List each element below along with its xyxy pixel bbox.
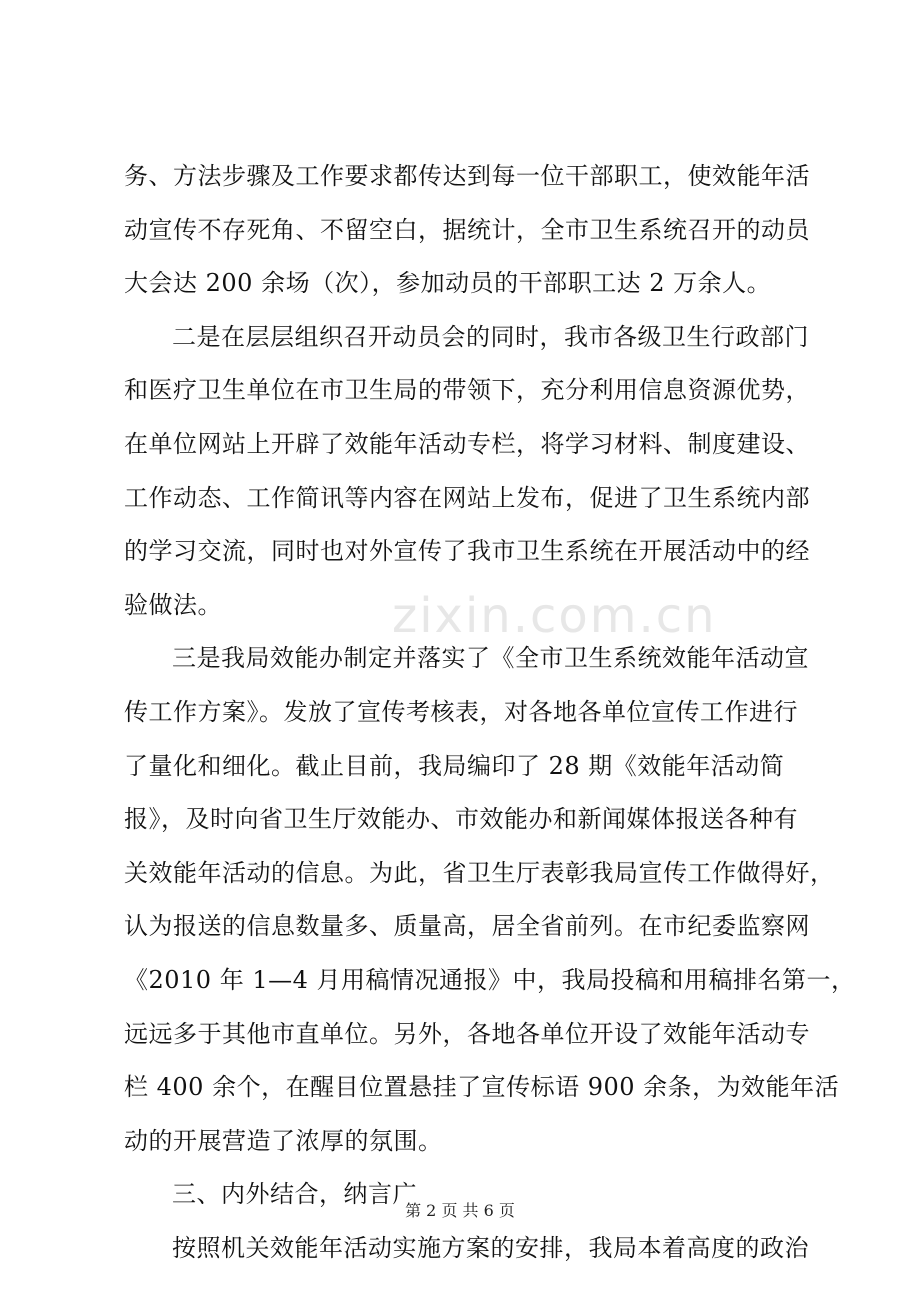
text-line: 栏 400 余个，在醒目位置悬挂了宣传标语 900 余条，为效能年活 [124,1073,840,1102]
text-line: 传工作方案》。发放了宣传考核表，对各地各单位宣传工作进行 [124,697,798,726]
text-line: 远远多于其他市直单位。另外，各地各单位开设了效能年活动专 [124,1019,810,1048]
text-line: 报》，及时向省卫生厅效能办、市效能办和新闻媒体报送各种有 [124,805,798,834]
text-line: 了量化和细化。截止目前，我局编印了 28 期《效能年活动简 [124,751,785,780]
page-number-footer: 第 2 页 共 6 页 [405,1201,515,1220]
text-line: 认为报送的信息数量多、质量高，居全省前列。在市纪委监察网 [124,912,810,941]
text-line: 工作动态、工作简讯等内容在网站上发布，促进了卫生系统内部 [124,483,810,512]
text-line: 动的开展营造了浓厚的氛围。 [124,1126,443,1155]
text-line: 在单位网站上开辟了效能年活动专栏，将学习材料、制度建设、 [124,429,810,458]
paragraph-start-line: 按照机关效能年活动实施方案的安排，我局本着高度的政治 [172,1233,809,1262]
text-line: 和医疗卫生单位在市卫生局的带领下，充分利用信息资源优势， [124,376,810,405]
text-line: 验做法。 [124,590,222,619]
text-line: 关效能年活动的信息。为此，省卫生厅表彰我局宣传工作做得好， [124,858,835,887]
paragraph-start-line: 二是在层层组织召开动员会的同时，我市各级卫生行政部门 [172,322,809,351]
section-heading: 三、内外结合，纳言广 [172,1180,417,1209]
paragraph-start-line: 三是我局效能办制定并落实了《全市卫生系统效能年活动宣 [172,644,809,673]
text-line: 大会达 200 余场（次），参加动员的干部职工达 2 万余人。 [124,269,772,298]
text-line: 《2010 年 1—4 月用稿情况通报》中，我局投稿和用稿排名第一， [124,965,856,994]
text-line: 务、方法步骤及工作要求都传达到每一位干部职工，使效能年活 [124,162,810,190]
text-line: 的学习交流，同时也对外宣传了我市卫生系统在开展活动中的经 [124,537,810,566]
body-text [124,150,856,1275]
watermark-text: zixin.com.cn [392,588,717,644]
text-line: 动宣传不存死角、不留空白，据统计，全市卫生系统召开的动员 [124,215,810,244]
